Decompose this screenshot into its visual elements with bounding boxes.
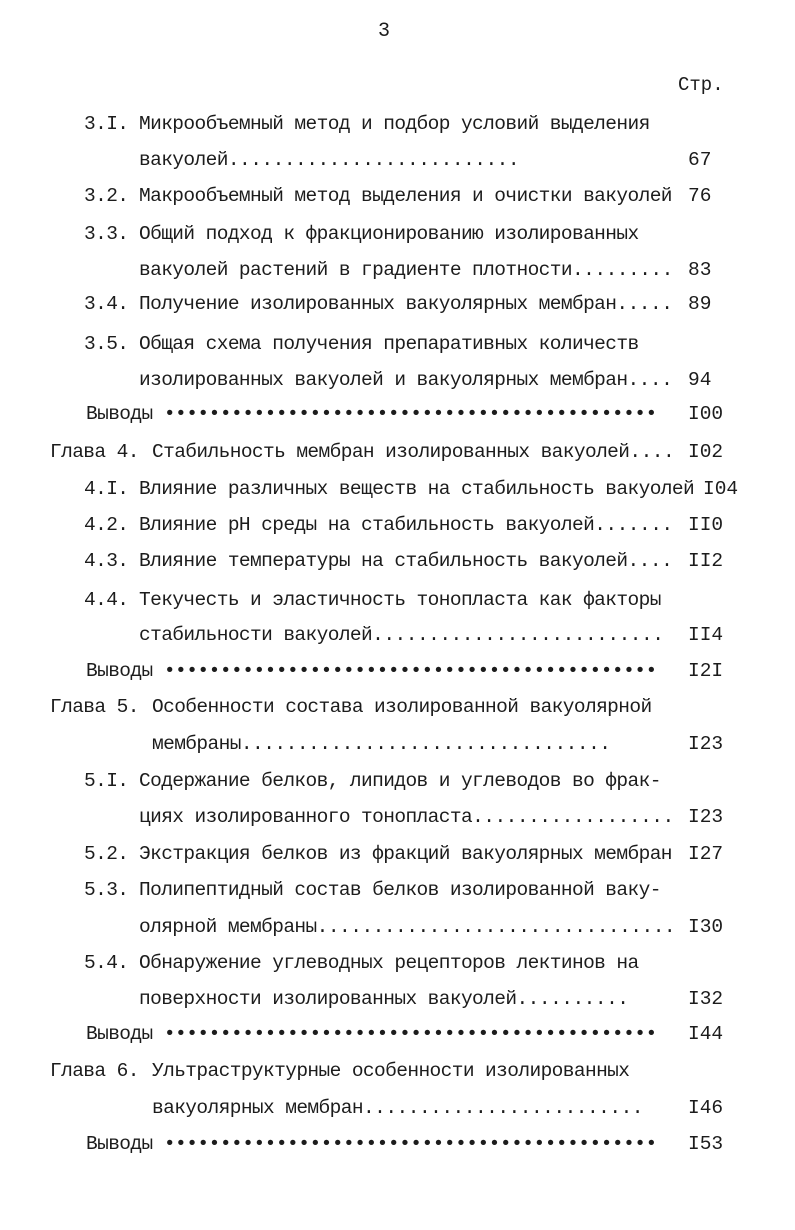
toc-line	[139, 915, 675, 939]
leader-dots: ••••••••••••••••••••••••••••••••••••••••••••	[152, 403, 657, 425]
toc-line	[84, 332, 639, 356]
toc-line	[86, 1132, 657, 1156]
toc-line	[84, 549, 672, 573]
toc-line	[50, 695, 652, 719]
leader-dots: .........	[571, 259, 673, 281]
leader-dots: ..........................	[227, 149, 520, 171]
toc-entry-number: Глава 5.	[50, 696, 139, 718]
toc-entry-title: Текучесть и эластичность тонопласта как факторы	[139, 589, 661, 611]
toc-line	[50, 440, 674, 464]
toc-entry-number: Глава 4.	[50, 441, 139, 463]
toc-entry-number: 4.2.	[84, 514, 129, 536]
toc-line	[84, 112, 650, 136]
leader-dots: ..........	[516, 988, 629, 1010]
toc-entry-title: изолированных вакуолей и вакуолярных мембран	[139, 369, 628, 391]
toc-entry-title: Общая схема получения препаративных количеств	[139, 333, 639, 355]
toc-page-number: I23	[688, 806, 724, 828]
toc-line	[86, 659, 657, 683]
toc-entry-title: Выводы	[86, 403, 153, 425]
toc-entry-title: вакуолей	[139, 149, 228, 171]
toc-entry-title: вакуолярных мембран	[152, 1097, 363, 1119]
toc-entry-number: 3.3.	[84, 223, 129, 245]
leader-dots: ••••••••••••••••••••••••••••••••••••••••••••	[152, 1133, 657, 1155]
page-number: 3	[378, 20, 391, 43]
toc-entry-number: 4.4.	[84, 589, 129, 611]
leader-dots: ..................	[472, 806, 674, 828]
leader-dots: ....	[629, 441, 675, 463]
toc-page-number: II4	[688, 624, 724, 646]
toc-line	[84, 878, 661, 902]
toc-entry-title: Выводы	[86, 1133, 153, 1155]
toc-entry-number: 4.I.	[84, 478, 129, 500]
toc-entry-title: Полипептидный состав белков изолированной ваку-	[139, 879, 661, 901]
toc-entry-title: Содержание белков, липидов и углеводов во фрак-	[139, 770, 661, 792]
leader-dots: .................................	[240, 733, 611, 755]
toc-line	[152, 1096, 643, 1120]
toc-entry-title: Выводы	[86, 1023, 153, 1045]
toc-page-number: I23	[688, 733, 724, 755]
leader-dots: .........................	[362, 1097, 643, 1119]
toc-entry-number: 5.2.	[84, 843, 129, 865]
toc-entry-title: поверхности изолированных вакуолей	[139, 988, 517, 1010]
toc-page-number: I02	[688, 441, 724, 463]
toc-line	[139, 623, 663, 647]
toc-line	[152, 732, 611, 756]
toc-line	[84, 588, 661, 612]
toc-entry-title: Экстракция белков из фракций вакуолярных мембран	[139, 843, 672, 865]
toc-entry-title: Влияние различных веществ на стабильность вакуолей	[139, 478, 695, 500]
toc-entry-title: Общий подход к фракционированию изолированных	[139, 223, 639, 245]
toc-line	[84, 842, 672, 866]
toc-page-number: I53	[688, 1133, 724, 1155]
toc-entry-title: стабильности вакуолей	[139, 624, 373, 646]
toc-page-number: I2I	[688, 660, 724, 682]
toc-entry-title: олярной мембраны	[139, 916, 317, 938]
toc-page-number: 89	[688, 293, 712, 315]
toc-entry-title: Микрообъемный метод и подбор условий выделения	[139, 113, 650, 135]
toc-entry-title: вакуолей растений в градиенте плотности	[139, 259, 572, 281]
toc-page-number: I27	[688, 843, 724, 865]
toc-entry-number: 3.2.	[84, 185, 129, 207]
leader-dots: .....	[616, 293, 673, 315]
toc-line	[139, 805, 674, 829]
toc-line	[86, 402, 657, 426]
toc-line	[84, 184, 672, 208]
leader-dots: ....	[627, 369, 673, 391]
toc-entry-number: 3.I.	[84, 113, 129, 135]
toc-entry-number: 5.I.	[84, 770, 129, 792]
toc-line	[84, 769, 661, 793]
toc-page-number: 83	[688, 259, 712, 281]
toc-page-number: I32	[688, 988, 724, 1010]
toc-entry-title: Влияние pH среды на стабильность вакуолей	[139, 514, 595, 536]
toc-line	[139, 368, 672, 392]
toc-line	[84, 477, 694, 501]
toc-entry-title: Стабильность мембран изолированных вакуолей	[152, 441, 630, 463]
toc-entry-title: Выводы	[86, 660, 153, 682]
toc-line	[139, 148, 519, 172]
toc-entry-number: 4.3.	[84, 550, 129, 572]
toc-entry-title: Макрообъемный метод выделения и очистки вакуолей	[139, 185, 672, 207]
toc-line	[84, 513, 673, 537]
toc-entry-number: 3.5.	[84, 333, 129, 355]
toc-line	[84, 222, 639, 246]
toc-page-number: I44	[688, 1023, 724, 1045]
toc-line	[139, 987, 629, 1011]
toc-page-number: 67	[688, 149, 712, 171]
toc-entry-number: Глава 6.	[50, 1060, 139, 1082]
toc-page-number: 76	[688, 185, 712, 207]
toc-page-number: I46	[688, 1097, 724, 1119]
toc-entry-number: 5.4.	[84, 952, 129, 974]
leader-dots: ..........................	[372, 624, 664, 646]
toc-entry-title: Ультраструктурные особенности изолированных	[152, 1060, 630, 1082]
toc-line	[86, 1022, 657, 1046]
toc-entry-title: Получение изолированных вакуолярных мембран	[139, 293, 617, 315]
toc-line	[84, 951, 639, 975]
toc-entry-title: Обнаружение углеводных рецепторов лектинов на	[139, 952, 639, 974]
leader-dots: ....	[627, 550, 673, 572]
toc-page-number: I00	[688, 403, 724, 425]
toc-page-number: I30	[688, 916, 724, 938]
toc-page-number: II2	[688, 550, 724, 572]
leader-dots: ••••••••••••••••••••••••••••••••••••••••••••	[152, 660, 657, 682]
page-column-header: Стр.	[678, 74, 724, 96]
toc-entry-title: Особенности состава изолированной вакуолярной	[152, 696, 652, 718]
leader-dots: ................................	[316, 916, 676, 938]
toc-entry-number: 5.3.	[84, 879, 129, 901]
toc-page-number: II0	[688, 514, 724, 536]
toc-entry-number: 3.4.	[84, 293, 129, 315]
leader-dots: .......	[594, 514, 673, 536]
toc-line	[84, 292, 672, 316]
toc-page-number: 94	[688, 369, 712, 391]
toc-entry-title: мембраны	[152, 733, 241, 755]
toc-line	[50, 1059, 629, 1083]
toc-entry-title: циях изолированного тонопласта	[139, 806, 473, 828]
toc-line	[139, 258, 673, 282]
toc-page-number: I04	[703, 478, 739, 500]
toc-entry-title: Влияние температуры на стабильность вакуолей	[139, 550, 628, 572]
leader-dots: ••••••••••••••••••••••••••••••••••••••••••••	[152, 1023, 657, 1045]
